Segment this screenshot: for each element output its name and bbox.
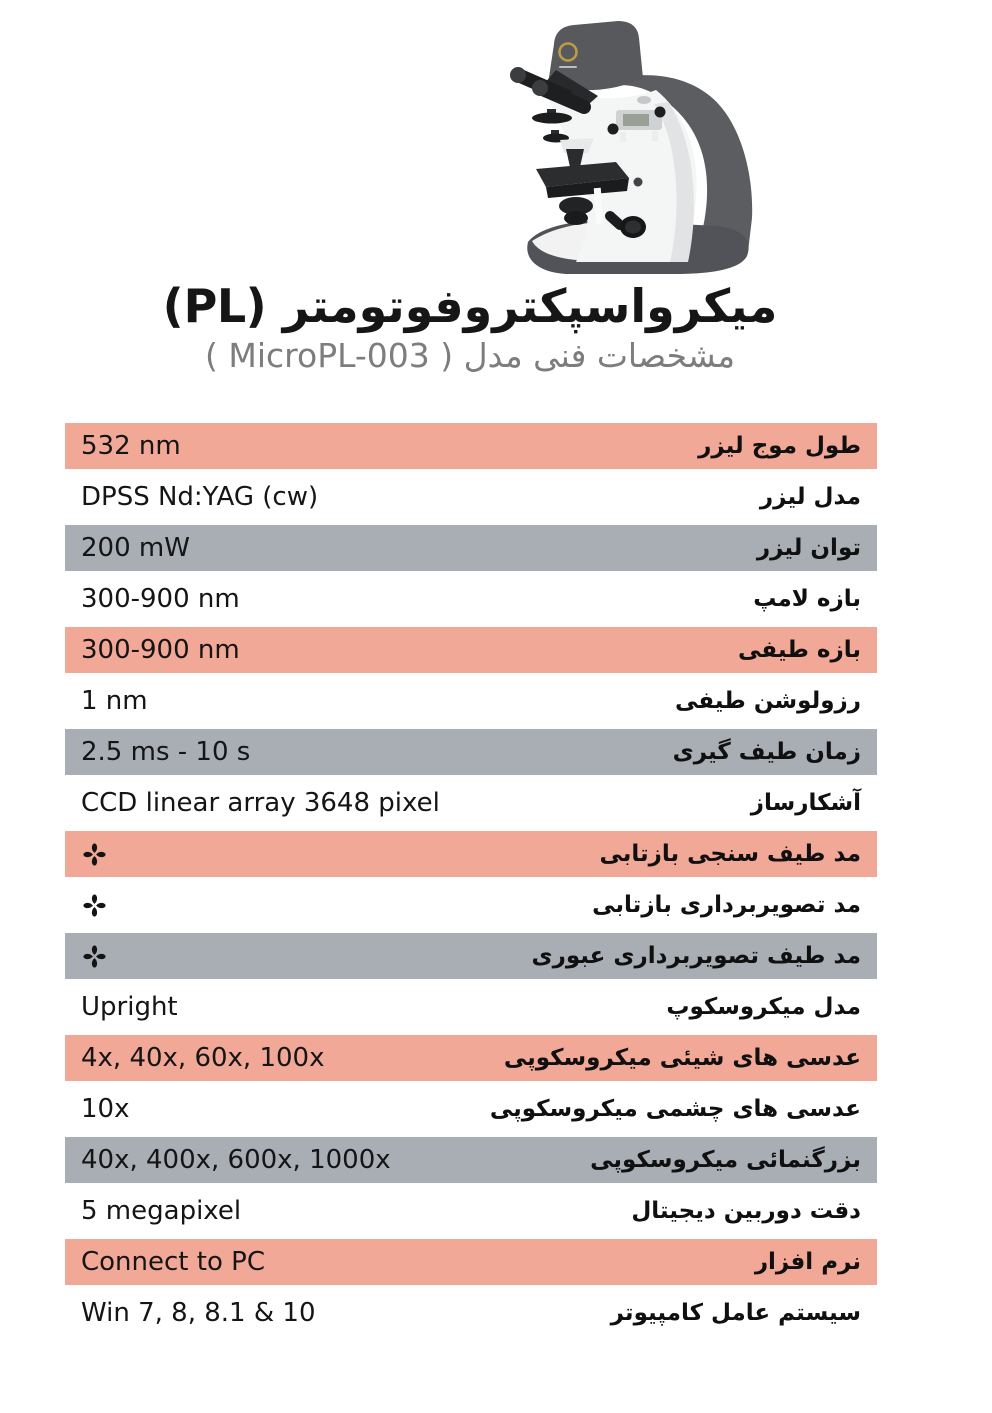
spec-value xyxy=(81,892,108,919)
microscope-product-image xyxy=(448,8,784,276)
spec-label: زمان طیف گیری xyxy=(672,739,861,765)
spec-row xyxy=(65,831,877,877)
spec-row xyxy=(65,627,877,673)
spec-row xyxy=(65,984,877,1030)
spec-label: مد طیف تصویربرداری عبوری xyxy=(531,943,861,969)
spec-value: 300-900 nm xyxy=(81,584,240,614)
spec-label: بازه لامپ xyxy=(753,586,861,612)
spec-label: مد طیف سنجی بازتابی xyxy=(599,841,861,867)
spec-row xyxy=(65,576,877,622)
spec-row xyxy=(65,933,877,979)
spec-value: 10x xyxy=(81,1094,130,1124)
spec-label: مدل لیزر xyxy=(759,484,861,510)
spec-value: 5 megapixel xyxy=(81,1196,242,1226)
spec-label: دقت دوربین دیجیتال xyxy=(631,1198,861,1224)
page-title: میکرواسپکتروفوتومتر (PL) xyxy=(162,279,778,333)
spec-label: عدسی های چشمی میکروسکوپی xyxy=(489,1096,861,1122)
spec-row xyxy=(65,474,877,520)
header xyxy=(0,279,940,375)
spec-label: آشکارساز xyxy=(750,790,861,816)
four-petal-asterisk-icon xyxy=(81,943,108,970)
spec-value xyxy=(81,841,108,868)
spec-value: 200 mW xyxy=(81,533,190,563)
spec-value xyxy=(81,943,108,970)
four-petal-asterisk-icon xyxy=(81,892,108,919)
spec-table xyxy=(65,423,877,1341)
spec-value: 4x, 40x, 60x, 100x xyxy=(81,1043,325,1073)
spec-value: 2.5 ms - 10 s xyxy=(81,737,251,767)
spec-label: سیستم عامل کامپیوتر xyxy=(610,1300,861,1326)
spec-row xyxy=(65,729,877,775)
spec-label: بازه طیفی xyxy=(738,637,861,663)
spec-label: طول موج لیزر xyxy=(698,433,861,459)
spec-row xyxy=(65,525,877,571)
spec-label: توان لیزر xyxy=(756,535,861,561)
spec-value: CCD linear array 3648 pixel xyxy=(81,788,440,818)
spec-row xyxy=(65,1239,877,1285)
spec-value: DPSS Nd:YAG (cw) xyxy=(81,482,319,512)
spec-row xyxy=(65,1188,877,1234)
spec-value: 532 nm xyxy=(81,431,181,461)
spec-label: رزولوشن طیفی xyxy=(674,688,861,714)
spec-row xyxy=(65,678,877,724)
spec-label: مد تصویربرداری بازتابی xyxy=(592,892,861,918)
spec-label: عدسی های شیئی میکروسکوپی xyxy=(503,1045,861,1071)
four-petal-asterisk-icon xyxy=(81,841,108,868)
spec-value: 40x, 400x, 600x, 1000x xyxy=(81,1145,391,1175)
spec-value: 300-900 nm xyxy=(81,635,240,665)
page-subtitle: مشخصات فنی مدل ( MicroPL-003 ) xyxy=(205,336,735,376)
spec-value: Win 7, 8, 8.1 & 10 xyxy=(81,1298,316,1328)
spec-row xyxy=(65,882,877,928)
spec-label: مدل میکروسکوپ xyxy=(666,994,861,1020)
spec-row xyxy=(65,1086,877,1132)
spec-row xyxy=(65,780,877,826)
spec-label: بزرگنمائی میکروسکوپی xyxy=(590,1147,861,1173)
spec-row xyxy=(65,1137,877,1183)
spec-row xyxy=(65,1290,877,1336)
spec-label: نرم افزار xyxy=(754,1249,861,1275)
spec-row xyxy=(65,423,877,469)
spec-value: 1 nm xyxy=(81,686,148,716)
spec-value: Connect to PC xyxy=(81,1247,265,1277)
spec-value: Upright xyxy=(81,992,178,1022)
spec-row xyxy=(65,1035,877,1081)
